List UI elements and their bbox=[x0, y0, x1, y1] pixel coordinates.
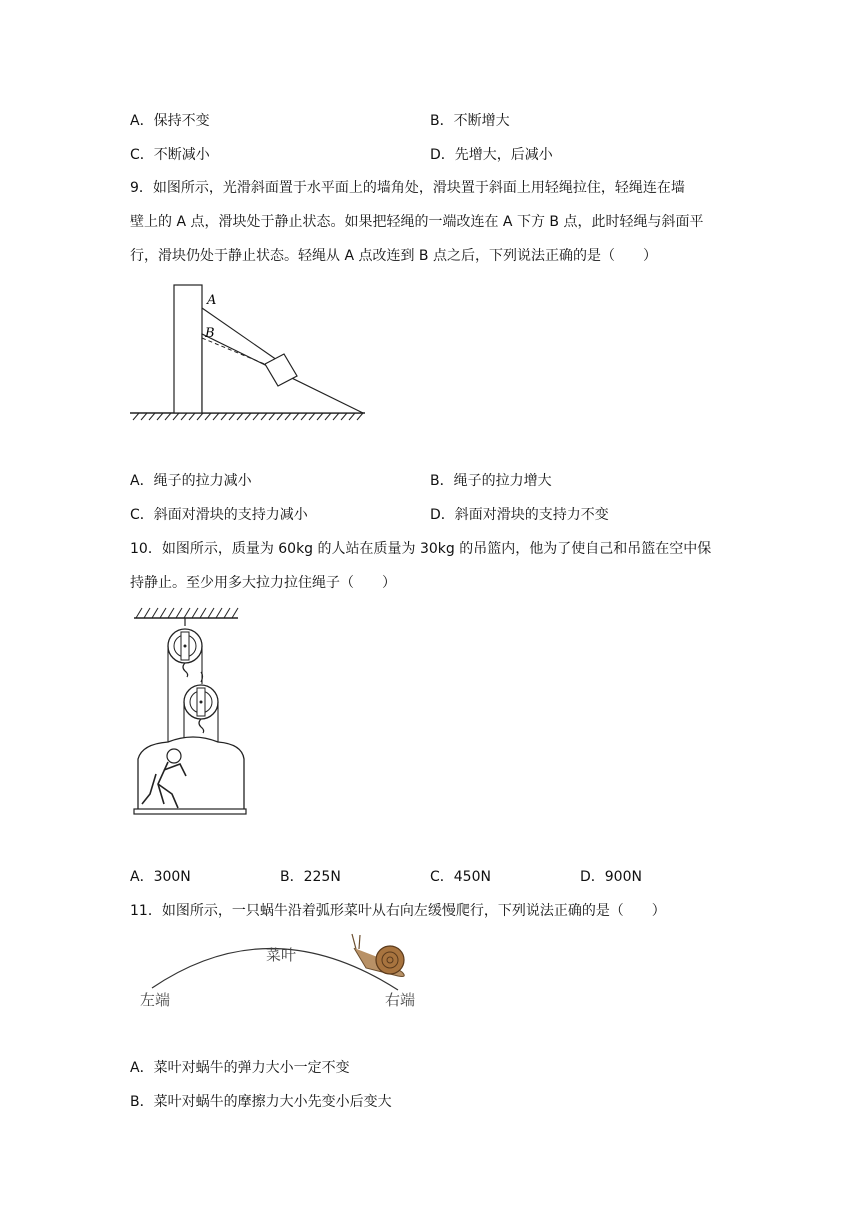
q10-option-a: A．300N bbox=[130, 869, 191, 885]
q9-stem-line-1: 9．如图所示，光滑斜面置于水平面上的墙角处，滑块置于斜面上用轻绳拉住，轻绳连在墙 bbox=[130, 180, 685, 196]
q8-option-a: A．保持不变 bbox=[130, 113, 210, 129]
q11-leaf-figure bbox=[130, 928, 430, 1014]
snail-icon bbox=[352, 934, 404, 977]
q9-option-b: B．绳子的拉力增大 bbox=[430, 473, 552, 489]
q9-incline-figure bbox=[125, 280, 375, 425]
q9-stem-line-3: 行，滑块仍处于静止状态。轻绳从 A 点改连到 B 点之后，下列说法正确的是（ ） bbox=[130, 248, 657, 264]
q10-option-d: D．900N bbox=[580, 869, 642, 885]
q11-stem-line-1: 11．如图所示，一只蜗牛沿着弧形菜叶从右向左缓慢爬行，下列说法正确的是（ ） bbox=[130, 903, 666, 919]
q9-label-b: B bbox=[205, 326, 215, 341]
q11-option-b: B．菜叶对蜗牛的摩擦力大小先变小后变大 bbox=[130, 1094, 392, 1110]
q9-option-c: C．斜面对滑块的支持力减小 bbox=[130, 507, 308, 523]
q9-stem-line-2: 壁上的 A 点，滑块处于静止状态。如果把轻绳的一端改连在 A 下方 B 点，此时轻绳与斜面平 bbox=[130, 214, 704, 230]
q11-label-right-end: 右端 bbox=[385, 991, 416, 1009]
q11-label-left-end: 左端 bbox=[140, 991, 171, 1009]
q11-label-leaf: 菜叶 bbox=[266, 946, 297, 964]
q8-option-d: D．先增大，后减小 bbox=[430, 147, 553, 163]
q8-option-b: B．不断增大 bbox=[430, 113, 510, 129]
q9-option-a: A．绳子的拉力减小 bbox=[130, 473, 252, 489]
q10-stem-line-1: 10．如图所示，质量为 60kg 的人站在质量为 30kg 的吊篮内，他为了使自己和吊篮在空中保 bbox=[130, 541, 712, 557]
q10-stem-line-2: 持静止。至少用多大拉力拉住绳子（ ） bbox=[130, 575, 396, 591]
q10-pulley-figure bbox=[128, 604, 258, 819]
q8-option-c: C．不断减小 bbox=[130, 147, 210, 163]
q10-option-b: B．225N bbox=[280, 869, 341, 885]
q10-option-c: C．450N bbox=[430, 869, 491, 885]
q11-option-a: A．菜叶对蜗牛的弹力大小一定不变 bbox=[130, 1060, 350, 1076]
q9-option-d: D．斜面对滑块的支持力不变 bbox=[430, 507, 609, 523]
q9-label-a: A bbox=[207, 293, 217, 308]
